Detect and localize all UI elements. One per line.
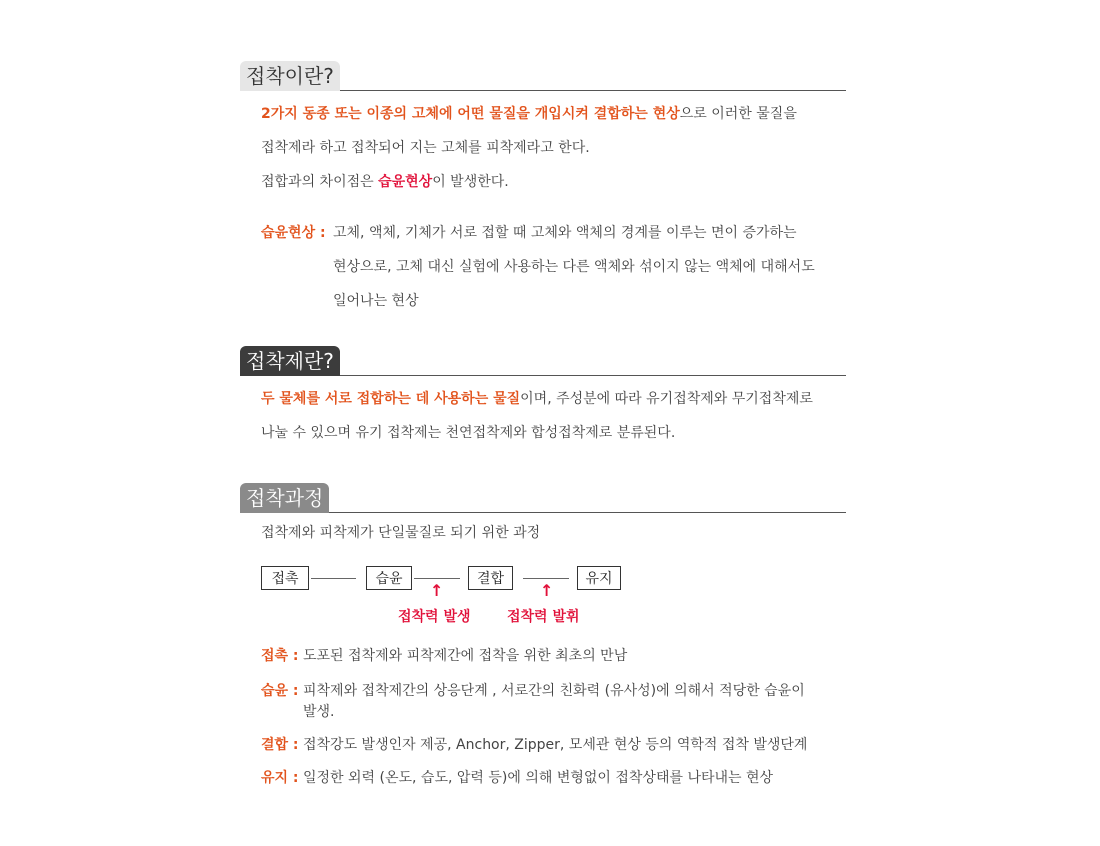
step-retention-box: 유지	[577, 566, 621, 590]
connector-wetting-bonding	[414, 578, 460, 579]
wetting-line-1: 고체, 액체, 기체가 서로 접할 때 고체와 액체의 경계를 이루는 면이 증가하는	[333, 225, 797, 241]
label-adhesion-exerted: 접착력 발휘	[507, 609, 580, 625]
wetting-highlight: 습윤현상	[378, 174, 433, 190]
label-adhesion-generated: 접착력 발생	[398, 609, 471, 625]
step-contact-box: 접촉	[261, 566, 309, 590]
adhesive-definition-highlight: 두 물체를 서로 접합하는 데 사용하는 물질	[261, 391, 521, 407]
adhesion-para-3-pre: 접합과의 차이점은	[261, 174, 379, 190]
section-adhesion-title: 접착이란?	[240, 61, 340, 91]
section-process-header	[240, 480, 846, 513]
adhesive-line-1	[261, 389, 813, 409]
def-retention	[261, 768, 773, 788]
def-contact	[261, 646, 627, 666]
adhesion-para-1	[261, 104, 797, 124]
wetting-line-2: 현상으로, 고체 대신 실험에 사용하는 다른 액체와 섞이지 않는 액체에 대해서도	[333, 259, 815, 275]
def-wetting-term: 습윤 :	[261, 683, 299, 699]
wetting-definition	[261, 223, 797, 243]
connector-contact-wetting	[311, 578, 356, 579]
def-bonding	[261, 735, 807, 755]
adhesion-para-3	[261, 172, 509, 192]
def-retention-term: 유지 :	[261, 770, 299, 786]
document-body	[240, 0, 846, 846]
adhesion-para-3-post: 이 발생한다.	[432, 174, 509, 190]
section-adhesion-header	[240, 58, 846, 91]
def-bonding-text: 접착강도 발생인자 제공, Anchor, Zipper, 모세관 현상 등의 역학적 접착 발생단계	[303, 737, 808, 753]
def-retention-text: 일정한 외력 (온도, 습도, 압력 등)에 의해 변형없이 접착상태를 나타내는 현상	[303, 770, 774, 786]
step-bonding-box: 결합	[468, 566, 513, 590]
adhesion-para-1-rest: 으로 이러한 물질을	[679, 106, 797, 122]
adhesion-para-2: 접착제라 하고 접착되어 지는 고체를 피착제라고 한다.	[261, 140, 590, 156]
connector-bonding-retention	[523, 578, 569, 579]
def-wetting	[261, 681, 805, 701]
section-process-title: 접착과정	[240, 483, 329, 513]
section-adhesive-header	[240, 343, 846, 376]
step-wetting-box: 습윤	[366, 566, 412, 590]
wetting-term: 습윤현상 :	[261, 225, 326, 241]
def-contact-text: 도포된 접착제와 피착제간에 접착을 위한 최초의 만남	[303, 648, 628, 664]
adhesion-definition-highlight: 2가지 동종 또는 이종의 고체에 어떤 물질을 개입시켜 결합하는 현상	[261, 106, 680, 122]
def-wetting-text-1: 피착제와 접착제간의 상응단계 , 서로간의 친화력 (유사성)에 의해서 적당한 습윤이	[303, 683, 805, 699]
def-bonding-term: 결합 :	[261, 737, 299, 753]
section-adhesive-title: 접착제란?	[240, 346, 340, 376]
adhesive-line-1-rest: 이며, 주성분에 따라 유기접착제와 무기접착제로	[520, 391, 813, 407]
adhesive-line-2: 나눌 수 있으며 유기 접착제는 천연접착제와 합성접착제로 분류된다.	[261, 425, 676, 441]
wetting-line-3: 일어나는 현상	[333, 293, 419, 309]
process-intro: 접착제와 피착제가 단일물질로 되기 위한 과정	[261, 525, 541, 541]
def-contact-term: 접촉 :	[261, 648, 299, 664]
def-wetting-text-2: 발생.	[303, 704, 335, 720]
up-arrow-icon: ↑	[540, 581, 554, 600]
up-arrow-icon: ↑	[430, 581, 444, 600]
